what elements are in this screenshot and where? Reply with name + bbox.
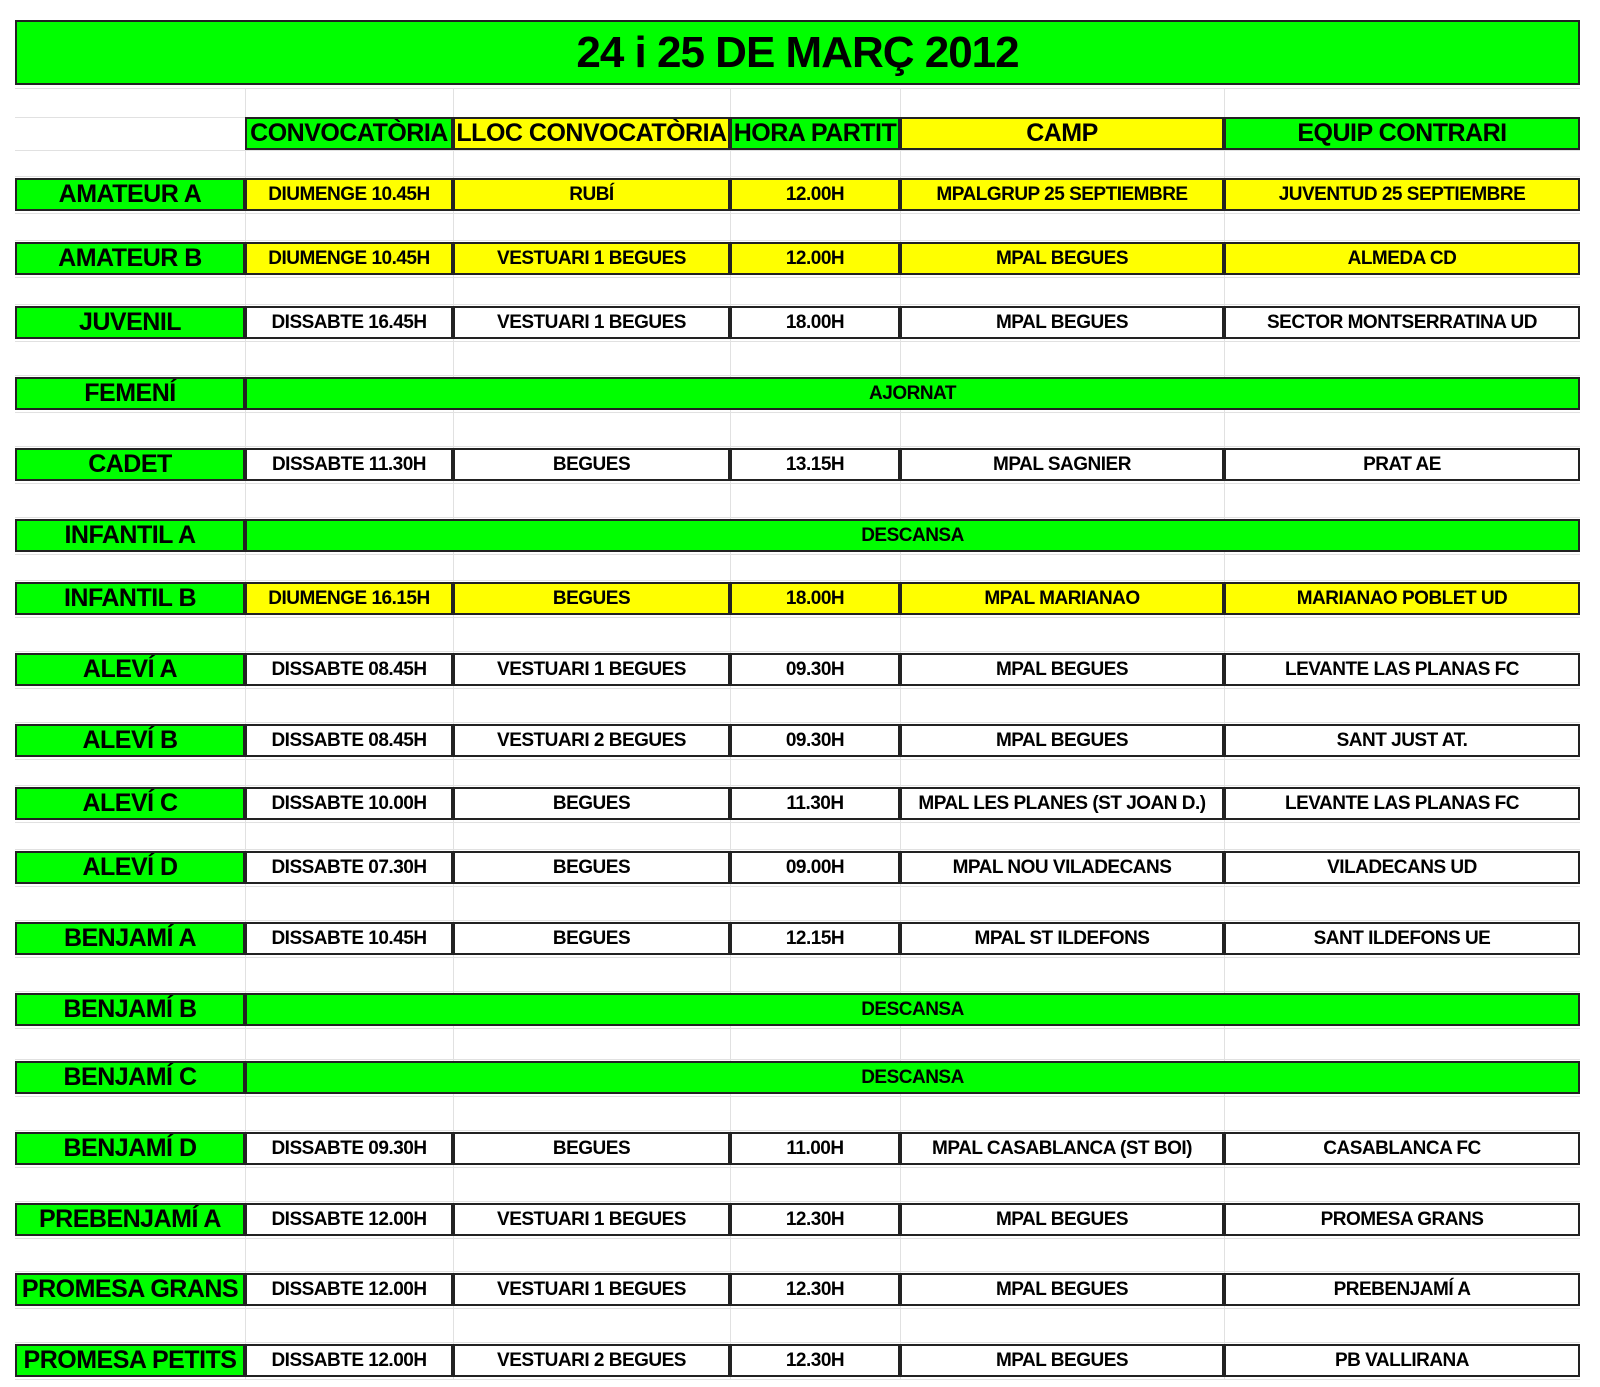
cell-lloc: BEGUES [453,582,730,615]
cell-equip: SECTOR MONTSERRATINA UD [1224,306,1580,339]
gridline [15,446,1580,447]
gridline [15,580,1580,581]
team-label: ALEVÍ B [15,724,245,757]
team-label: INFANTIL B [15,582,245,615]
team-label: ALEVÍ A [15,653,245,686]
cell-convocatoria: DIUMENGE 16.15H [245,582,453,615]
team-label: BENJAMÍ C [15,1061,245,1094]
team-label: BENJAMÍ D [15,1132,245,1165]
column-header: LLOC CONVOCATÒRIA [453,117,730,150]
gridline [15,1308,1580,1309]
gridline [15,991,1580,992]
cell-convocatoria: DISSABTE 12.00H [245,1203,453,1236]
cell-equip: VILADECANS UD [1224,851,1580,884]
gridline [15,688,1580,689]
column-header: CAMP [900,117,1224,150]
gridline [15,176,1580,177]
cell-camp: MPAL ST ILDEFONS [900,922,1224,955]
status-cell: DESCANSA [245,519,1580,552]
cell-lloc: VESTUARI 1 BEGUES [453,1273,730,1306]
cell-equip: PREBENJAMÍ A [1224,1273,1580,1306]
cell-convocatoria: DISSABTE 12.00H [245,1344,453,1377]
team-label: INFANTIL A [15,519,245,552]
column-header: CONVOCATÒRIA [245,117,453,150]
cell-hora: 12.00H [730,178,900,211]
cell-equip: SANT JUST AT. [1224,724,1580,757]
gridline [15,1167,1580,1168]
gridline [15,1201,1580,1202]
gridline [15,1130,1580,1131]
cell-lloc: VESTUARI 1 BEGUES [453,242,730,275]
gridline [15,651,1580,652]
team-label: JUVENIL [15,306,245,339]
cell-hora: 18.00H [730,306,900,339]
cell-lloc: BEGUES [453,922,730,955]
cell-camp: MPAL LES PLANES (ST JOAN D.) [900,787,1224,820]
cell-camp: MPAL BEGUES [900,242,1224,275]
cell-camp: MPAL BEGUES [900,1203,1224,1236]
cell-hora: 12.15H [730,922,900,955]
cell-lloc: VESTUARI 1 BEGUES [453,306,730,339]
gridline [15,1379,1580,1380]
team-label: BENJAMÍ B [15,993,245,1026]
cell-hora: 18.00H [730,582,900,615]
cell-convocatoria: DIUMENGE 10.45H [245,178,453,211]
cell-equip: LEVANTE LAS PLANAS FC [1224,653,1580,686]
cell-hora: 12.30H [730,1203,900,1236]
cell-hora: 12.00H [730,242,900,275]
cell-convocatoria: DIUMENGE 10.45H [245,242,453,275]
cell-hora: 09.00H [730,851,900,884]
cell-hora: 12.30H [730,1344,900,1377]
gridline [15,1342,1580,1343]
team-label: PREBENJAMÍ A [15,1203,245,1236]
gridline [15,517,1580,518]
gridline [15,1238,1580,1239]
cell-equip: LEVANTE LAS PLANAS FC [1224,787,1580,820]
cell-hora: 11.00H [730,1132,900,1165]
cell-lloc: BEGUES [453,448,730,481]
gridline [15,213,1580,214]
cell-hora: 13.15H [730,448,900,481]
cell-lloc: BEGUES [453,1132,730,1165]
cell-equip: MARIANAO POBLET UD [1224,582,1580,615]
cell-hora: 09.30H [730,724,900,757]
gridline [15,1059,1580,1060]
status-cell: DESCANSA [245,993,1580,1026]
cell-hora: 12.30H [730,1273,900,1306]
team-label: PROMESA PETITS [15,1344,245,1377]
gridline [15,920,1580,921]
team-label: ALEVÍ C [15,787,245,820]
cell-camp: MPAL BEGUES [900,1344,1224,1377]
gridline [15,1028,1580,1029]
cell-convocatoria: DISSABTE 09.30H [245,1132,453,1165]
team-label: ALEVÍ D [15,851,245,884]
gridline [15,277,1580,278]
gridline [15,957,1580,958]
cell-camp: MPAL CASABLANCA (ST BOI) [900,1132,1224,1165]
team-label: AMATEUR B [15,242,245,275]
cell-hora: 11.30H [730,787,900,820]
team-label: BENJAMÍ A [15,922,245,955]
gridline [15,1271,1580,1272]
cell-convocatoria: DISSABTE 10.45H [245,922,453,955]
cell-camp: MPAL BEGUES [900,724,1224,757]
cell-lloc: VESTUARI 2 BEGUES [453,724,730,757]
gridline [15,150,1580,151]
gridline [15,886,1580,887]
gridline [15,822,1580,823]
team-label: CADET [15,448,245,481]
gridline [15,412,1580,413]
cell-equip: PB VALLIRANA [1224,1344,1580,1377]
cell-camp: MPAL BEGUES [900,306,1224,339]
cell-camp: MPAL BEGUES [900,653,1224,686]
team-label: AMATEUR A [15,178,245,211]
cell-lloc: VESTUARI 1 BEGUES [453,653,730,686]
cell-convocatoria: DISSABTE 11.30H [245,448,453,481]
team-label: FEMENÍ [15,377,245,410]
gridline [15,304,1580,305]
cell-equip: PROMESA GRANS [1224,1203,1580,1236]
gridline [15,759,1580,760]
cell-convocatoria: DISSABTE 10.00H [245,787,453,820]
cell-convocatoria: DISSABTE 07.30H [245,851,453,884]
gridline [15,722,1580,723]
cell-camp: MPAL BEGUES [900,1273,1224,1306]
gridline [15,1096,1580,1097]
gridline [15,341,1580,342]
cell-convocatoria: DISSABTE 16.45H [245,306,453,339]
gridline [15,849,1580,850]
cell-equip: CASABLANCA FC [1224,1132,1580,1165]
status-cell: AJORNAT [245,377,1580,410]
cell-equip: PRAT AE [1224,448,1580,481]
gridline [15,88,1580,89]
cell-convocatoria: DISSABTE 08.45H [245,653,453,686]
gridline [15,785,1580,786]
schedule-title: 24 i 25 DE MARÇ 2012 [15,20,1580,85]
cell-lloc: VESTUARI 2 BEGUES [453,1344,730,1377]
cell-lloc: RUBÍ [453,178,730,211]
gridline [15,554,1580,555]
cell-camp: MPAL MARIANAO [900,582,1224,615]
cell-hora: 09.30H [730,653,900,686]
column-header: EQUIP CONTRARI [1224,117,1580,150]
cell-equip: JUVENTUD 25 SEPTIEMBRE [1224,178,1580,211]
gridline [15,617,1580,618]
cell-lloc: BEGUES [453,787,730,820]
cell-camp: MPAL NOU VILADECANS [900,851,1224,884]
cell-camp: MPALGRUP 25 SEPTIEMBRE [900,178,1224,211]
cell-convocatoria: DISSABTE 12.00H [245,1273,453,1306]
cell-lloc: BEGUES [453,851,730,884]
cell-equip: SANT ILDEFONS UE [1224,922,1580,955]
gridline [15,240,1580,241]
cell-equip: ALMEDA CD [1224,242,1580,275]
cell-lloc: VESTUARI 1 BEGUES [453,1203,730,1236]
cell-camp: MPAL SAGNIER [900,448,1224,481]
gridline [15,483,1580,484]
column-header: HORA PARTIT [730,117,900,150]
cell-convocatoria: DISSABTE 08.45H [245,724,453,757]
status-cell: DESCANSA [245,1061,1580,1094]
team-label: PROMESA GRANS [15,1273,245,1306]
gridline [15,375,1580,376]
